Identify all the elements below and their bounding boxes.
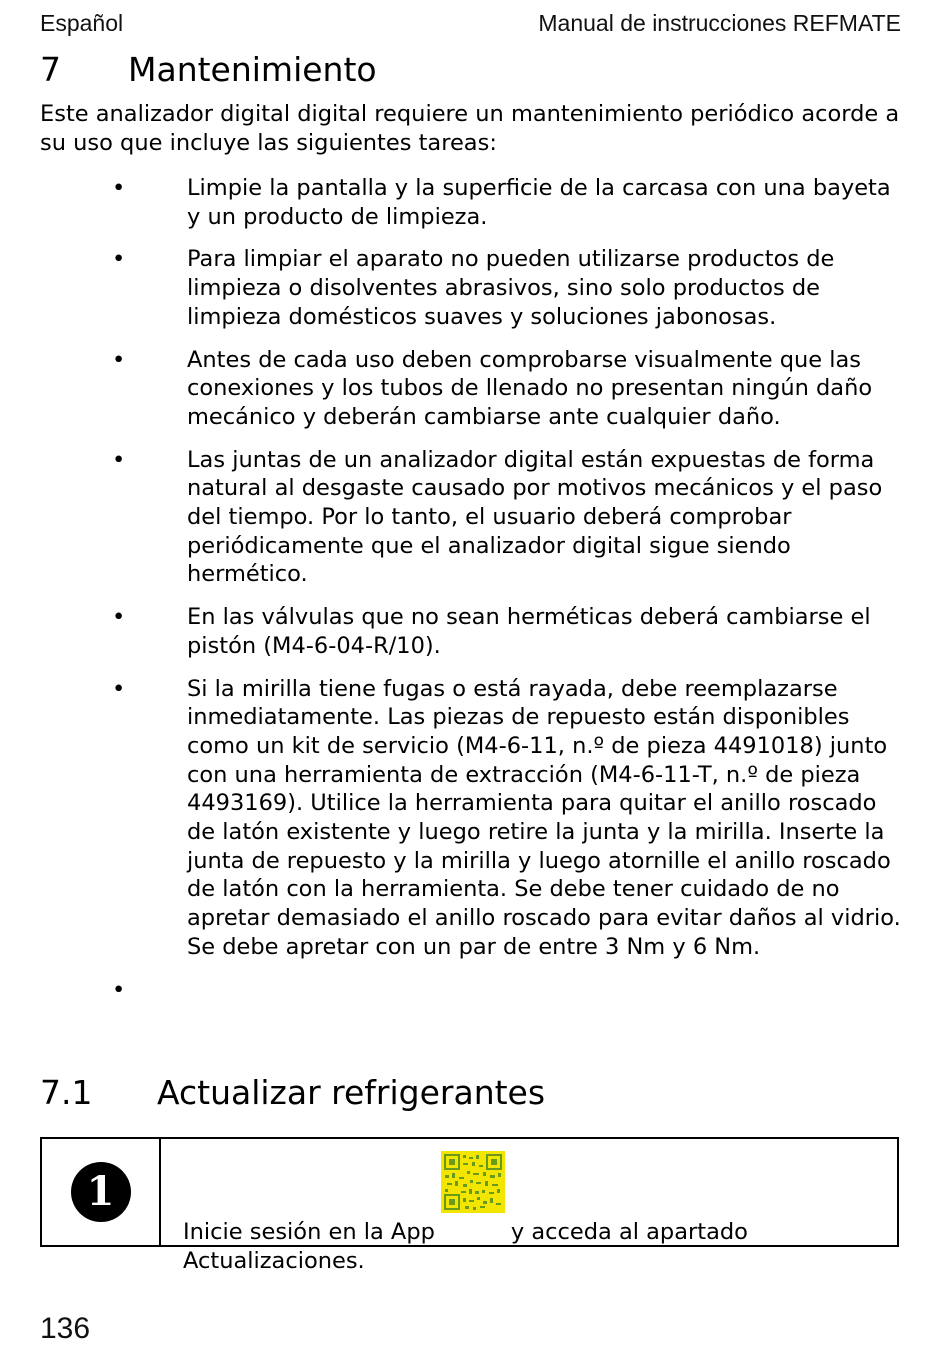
app-qr-code-icon bbox=[441, 1151, 505, 1213]
bullet-icon: • bbox=[112, 346, 126, 373]
bullet-icon: • bbox=[112, 246, 126, 273]
maintenance-task-list bbox=[0, 174, 950, 1018]
section-number: 7 bbox=[40, 50, 61, 89]
step-number-cell bbox=[42, 1139, 161, 1245]
list-item-text: Antes de cada uso deben comprobarse visualmente que las conexiones y los tubos de llenado no presentan ningún daño mecánico y deberán cambiarse ante cualquier daño. bbox=[187, 346, 873, 430]
page-number: 136 bbox=[40, 1312, 91, 1345]
bullet-icon: • bbox=[112, 675, 126, 702]
section-heading-7 bbox=[40, 50, 377, 90]
section-title: Actualizar refrigerantes bbox=[157, 1073, 546, 1112]
step-text-after: y acceda al apartado Actualizaciones. bbox=[183, 1219, 748, 1274]
section-title: Mantenimiento bbox=[128, 50, 377, 89]
list-item-text: En las válvulas que no sean herméticas deberá cambiarse el pistón (M4-6-04-R/10). bbox=[187, 604, 871, 659]
step-number-icon: 1 bbox=[71, 1162, 131, 1222]
section-heading-7-1 bbox=[40, 1073, 545, 1113]
list-item bbox=[0, 245, 950, 331]
list-item-text: Para limpiar el aparato no pueden utilizarse productos de limpieza o disolventes abrasivos, sino solo productos de limpieza domésticos suaves y soluciones jabonosas. bbox=[187, 246, 835, 330]
bullet-icon: • bbox=[112, 175, 126, 201]
list-item bbox=[0, 603, 950, 660]
list-item bbox=[0, 174, 950, 231]
bullet-icon: • bbox=[112, 604, 126, 631]
section-number: 7.1 bbox=[40, 1073, 93, 1112]
list-item-empty bbox=[0, 976, 950, 1004]
qr-code-graphic bbox=[441, 1151, 505, 1213]
step-text-cell bbox=[161, 1139, 897, 1274]
list-item bbox=[0, 346, 950, 432]
list-item bbox=[0, 446, 950, 590]
list-item bbox=[0, 675, 950, 962]
list-item-text: Limpie la pantalla y la superficie de la carcasa con una bayeta y un producto de limpieza. bbox=[187, 175, 891, 230]
list-item-text: Las juntas de un analizador digital están expuestas de forma natural al desgaste causado por motivos mecánicos y el paso del tiempo. Por lo tanto, el usuario deberá comprobar periódicamente que el analizador digital sigue siendo hermético. bbox=[187, 446, 883, 588]
section-intro: Este analizador digital digital requiere un mantenimiento periódico acorde a su uso que incluye las siguientes tareas: bbox=[40, 101, 900, 156]
step-text-before: Inicie sesión en la App bbox=[183, 1219, 435, 1245]
bullet-icon: • bbox=[112, 976, 126, 1003]
list-item-text: Si la mirilla tiene fugas o está rayada, debe reemplazarse inmediatamente. Las piezas de repuesto están disponibles como un kit de servicio (M4-6-11, n.º de pieza 4491018) junto con una herramienta de extracción (M4-6-11-T, n.º de pieza 4493169). Utilice la herramienta para quitar el anillo roscado de latón existente y luego retire la junta y la mirilla. Inserte la junta de repuesto y la mirilla y luego atornille el anillo roscado de latón con la herramienta. Se debe tener cuidado de no apretar demasiado el anillo roscado para evitar daños al vidrio. Se debe apretar con un par de entre 3 Nm y 6 Nm. bbox=[187, 675, 901, 960]
step-box bbox=[40, 1137, 899, 1274]
header-manual-title: Manual de instrucciones REFMATE bbox=[538, 10, 901, 36]
header-language: Español bbox=[40, 10, 124, 36]
bullet-icon: • bbox=[112, 446, 126, 473]
